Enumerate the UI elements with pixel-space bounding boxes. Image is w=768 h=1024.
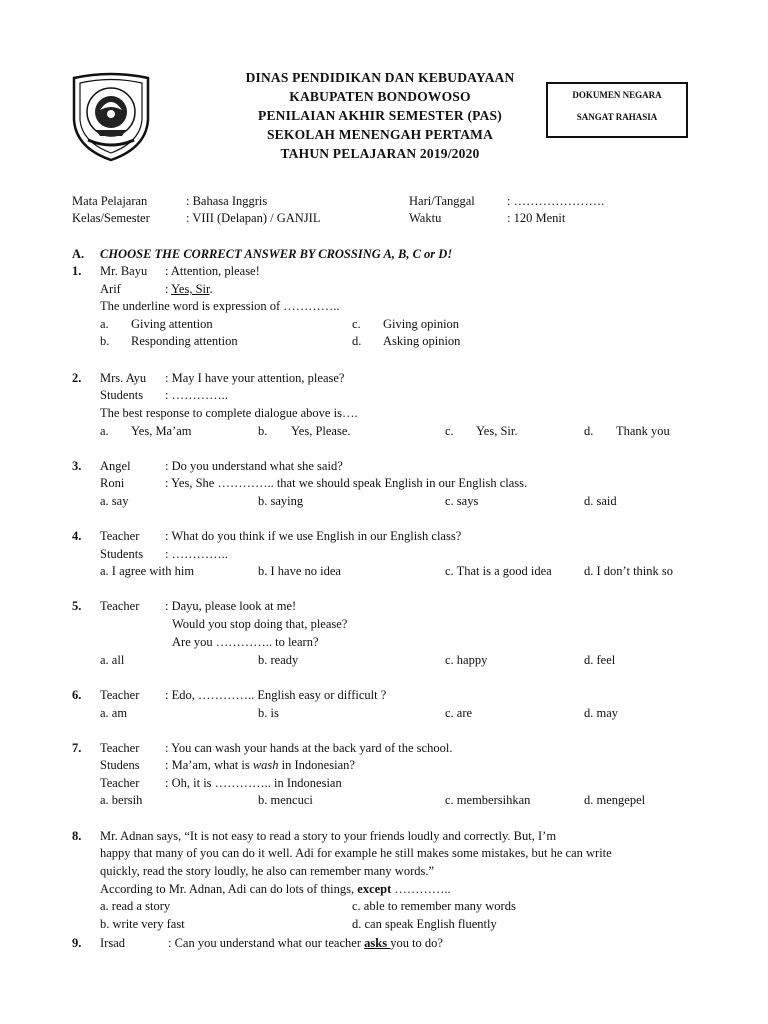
q8-option-a: a. read a story: [100, 899, 171, 913]
day-label: Hari/Tanggal: [409, 194, 475, 208]
q7-option-a: a. bersih: [100, 793, 143, 807]
q6-line-1: : Edo, ………….. English easy or difficult ?: [165, 688, 387, 702]
q6-option-a: a. am: [100, 706, 128, 720]
q1-option-a: Giving attention: [131, 317, 213, 331]
q4-speaker-1: Teacher: [100, 529, 140, 543]
q1-option-a-letter: a.: [100, 317, 109, 331]
q3-option-a: a. say: [100, 494, 129, 508]
q7-line-3: : Oh, it is ………….. in Indonesian: [165, 776, 342, 790]
subject-label: Mata Pelajaran: [72, 194, 148, 208]
q2-option-c-letter: c.: [445, 424, 454, 438]
q4-speaker-2: Students: [100, 547, 144, 561]
q8-option-c: c. able to remember many words: [352, 899, 516, 913]
q4-line-1: : What do you think if we use English in our English class?: [165, 529, 462, 543]
q1-option-d-letter: d.: [352, 334, 362, 348]
q2-option-b-letter: b.: [258, 424, 268, 438]
q4-option-c: c. That is a good idea: [445, 564, 552, 578]
time-value: : 120 Menit: [507, 211, 566, 225]
q3-speaker-2: Roni: [100, 476, 125, 490]
q8-line-1: Mr. Adnan says, “It is not easy to read a story to your friends loudly and correctly. But, I’m: [100, 829, 557, 843]
day-value: : ………………….: [507, 194, 605, 208]
q1-option-b-letter: b.: [100, 334, 110, 348]
q7-speaker-2: Studens: [100, 758, 140, 772]
q7-option-c: c. membersihkan: [445, 793, 531, 807]
q3-option-b: b. saying: [258, 494, 304, 508]
q3-line-2: : Yes, She ………….. that we should speak English in our English class.: [165, 476, 528, 490]
q2-speaker-2: Students: [100, 388, 144, 402]
q7-option-b: b. mencuci: [258, 793, 313, 807]
class-label: Kelas/Semester: [72, 211, 150, 225]
q2-number: 2.: [72, 371, 82, 385]
q6-speaker-1: Teacher: [100, 688, 140, 702]
header-line-4: SEKOLAH MENENGAH PERTAMA: [266, 127, 494, 142]
q2-line-1: : May I have your attention, please?: [165, 371, 345, 385]
q7-speaker-3: Teacher: [100, 776, 140, 790]
q3-option-d: d. said: [584, 494, 617, 508]
q3-option-c: c. says: [445, 494, 479, 508]
q4-option-d: d. I don’t think so: [584, 564, 674, 578]
q3-number: 3.: [72, 459, 82, 473]
header-line-5: TAHUN PELAJARAN 2019/2020: [280, 146, 480, 161]
q7-option-d: d. mengepel: [584, 793, 646, 807]
q1-speaker-2: Arif: [100, 282, 121, 296]
q8-line-3: quickly, read the story loudly, he also can remember many words.”: [100, 864, 435, 878]
q1-number: 1.: [72, 264, 82, 278]
q5-line-1: : Dayu, please look at me!: [165, 599, 297, 613]
q2-option-d-letter: d.: [584, 424, 594, 438]
q1-prompt: The underline word is expression of …………..: [100, 299, 340, 313]
q5-option-d: d. feel: [584, 653, 616, 667]
q2-option-a: Yes, Ma’am: [131, 424, 192, 438]
q2-speaker-1: Mrs. Ayu: [100, 371, 147, 385]
q3-speaker-1: Angel: [100, 459, 131, 473]
q7-speaker-1: Teacher: [100, 741, 140, 755]
q6-option-d: d. may: [584, 706, 619, 720]
q6-option-c: c. are: [445, 706, 473, 720]
q2-option-d: Thank you: [616, 424, 670, 438]
q5-speaker-1: Teacher: [100, 599, 140, 613]
q5-option-c: c. happy: [445, 653, 488, 667]
q2-prompt: The best response to complete dialogue above is….: [100, 406, 358, 420]
q3-line-1: : Do you understand what she said?: [165, 459, 343, 473]
q4-option-a: a. I agree with him: [100, 564, 195, 578]
subject-value: : Bahasa Inggris: [186, 194, 268, 208]
q1-option-c-letter: c.: [352, 317, 361, 331]
q7-number: 7.: [72, 741, 82, 755]
q2-option-a-letter: a.: [100, 424, 109, 438]
q8-option-b: b. write very fast: [100, 917, 185, 931]
section-letter: A.: [72, 247, 85, 261]
class-value: : VIII (Delapan) / GANJIL: [186, 211, 321, 225]
classification-box: [546, 82, 688, 138]
q8-line-2: happy that many of you can do it well. Adi for example he still makes some mistakes, but he can write: [100, 846, 612, 860]
q8-option-d: d. can speak English fluently: [352, 917, 497, 931]
q5-number: 5.: [72, 599, 82, 613]
q8-number: 8.: [72, 829, 82, 843]
classification-line-2: SANGAT RAHASIA: [576, 112, 658, 122]
q1-option-c: Giving opinion: [383, 317, 460, 331]
header-line-2: KABUPATEN BONDOWOSO: [289, 89, 471, 104]
q4-line-2: : …………..: [165, 547, 228, 561]
q9-speaker-1: Irsad: [100, 936, 125, 950]
q6-number: 6.: [72, 688, 82, 702]
school-logo: [66, 70, 156, 166]
header-line-3: PENILAIAN AKHIR SEMESTER (PAS): [258, 108, 502, 123]
q7-line-2: : Ma’am, what is wash in Indonesian?: [165, 758, 355, 772]
section-title: CHOOSE THE CORRECT ANSWER BY CROSSING A, B, C or D!: [100, 247, 453, 261]
q9-number: 9.: [72, 936, 82, 950]
q1-option-b: Responding attention: [131, 334, 238, 348]
q2-option-b: Yes, Please.: [291, 424, 351, 438]
time-label: Waktu: [409, 211, 442, 225]
q4-number: 4.: [72, 529, 82, 543]
q1-line-2: : Yes, Sir.: [165, 282, 213, 296]
q2-line-2: : …………..: [165, 388, 228, 402]
q9-line-1: : Can you understand what our teacher asks you to do?: [168, 936, 443, 950]
q5-option-a: a. all: [100, 653, 125, 667]
q6-option-b: b. is: [258, 706, 279, 720]
q5-line-2: Would you stop doing that, please?: [172, 617, 348, 631]
q4-option-b: b. I have no idea: [258, 564, 341, 578]
q5-option-b: b. ready: [258, 653, 299, 667]
q2-option-c: Yes, Sir.: [476, 424, 518, 438]
q7-line-1: : You can wash your hands at the back yard of the school.: [165, 741, 453, 755]
header-line-1: DINAS PENDIDIKAN DAN KEBUDAYAAN: [245, 70, 515, 85]
q1-option-d: Asking opinion: [383, 334, 461, 348]
q1-line-1: : Attention, please!: [165, 264, 260, 278]
q5-line-3: Are you ………….. to learn?: [172, 635, 319, 649]
q8-line-4: According to Mr. Adnan, Adi can do lots of things, except …………..: [100, 882, 451, 896]
q1-speaker-1: Mr. Bayu: [100, 264, 148, 278]
classification-line-1: DOKUMEN NEGARA: [572, 90, 662, 100]
